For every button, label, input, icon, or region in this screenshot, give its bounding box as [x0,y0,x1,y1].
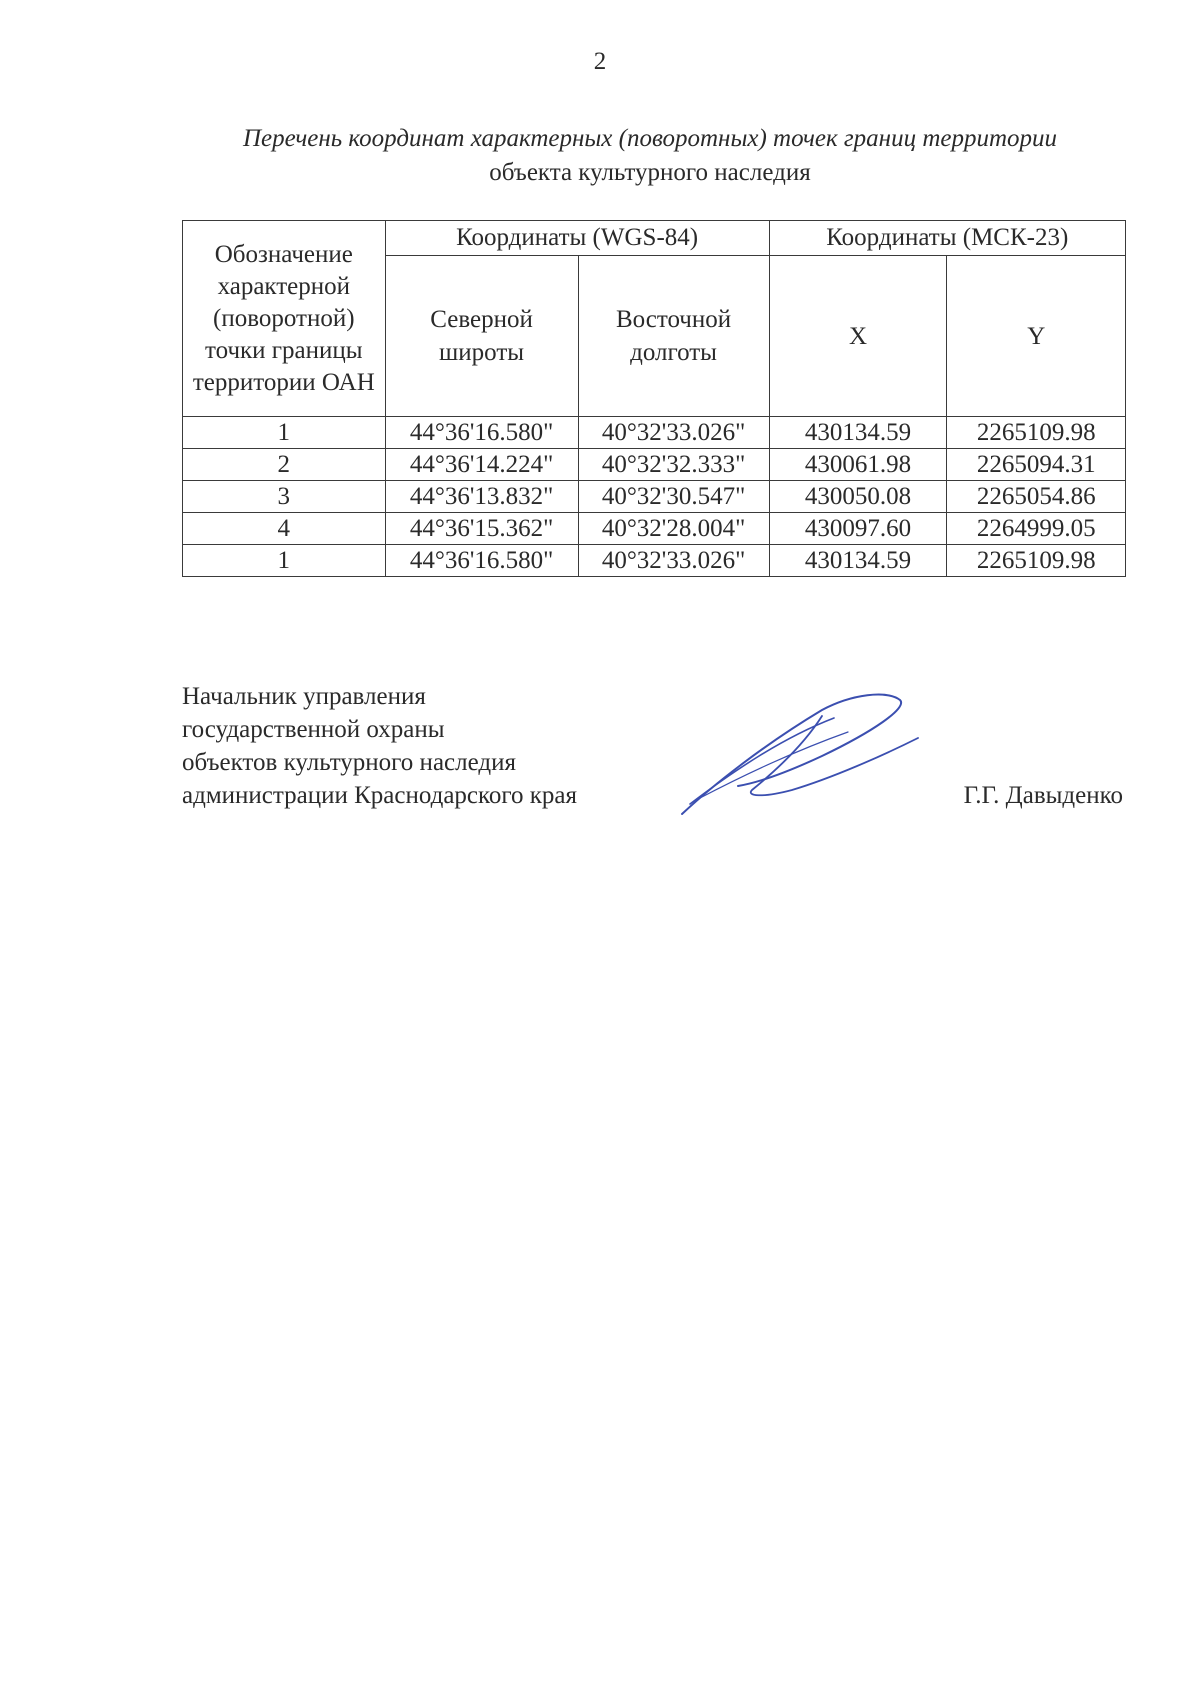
header-x: X [769,256,947,417]
signer-position [182,680,577,812]
header-msk23: Координаты (МСК-23) [769,221,1125,256]
cell-latitude: 44°36'16.580" [385,545,578,577]
cell-x: 430097.60 [769,513,947,545]
cell-latitude: 44°36'15.362" [385,513,578,545]
cell-latitude: 44°36'16.580" [385,417,578,449]
cell-point: 2 [183,449,386,481]
cell-longitude: 40°32'28.004" [578,513,769,545]
table-row [183,417,1126,449]
signature-stroke [751,716,918,795]
cell-x: 430134.59 [769,545,947,577]
table-row [183,545,1126,577]
cell-point: 1 [183,417,386,449]
table-row [183,513,1126,545]
header-y: Y [947,256,1126,417]
cell-latitude: 44°36'14.224" [385,449,578,481]
cell-longitude: 40°32'33.026" [578,545,769,577]
cell-point: 4 [183,513,386,545]
cell-longitude: 40°32'30.547" [578,481,769,513]
cell-longitude: 40°32'32.333" [578,449,769,481]
header-latitude: Северной широты [385,256,578,417]
cell-x: 430061.98 [769,449,947,481]
cell-y: 2264999.05 [947,513,1126,545]
cell-y: 2265054.86 [947,481,1126,513]
coordinates-table [182,220,1126,577]
header-designation: Обозначение характерной (поворотной) точки границы территории ОАН [183,221,386,417]
cell-point: 3 [183,481,386,513]
page-number: 2 [593,48,607,75]
cell-x: 430050.08 [769,481,947,513]
document-title [180,122,1120,190]
cell-y: 2265094.31 [947,449,1126,481]
cell-y: 2265109.98 [947,545,1126,577]
signature-strokes [682,695,918,814]
signer-position-line: объектов культурного наследия [182,749,516,776]
cell-x: 430134.59 [769,417,947,449]
header-wgs84: Координаты (WGS-84) [385,221,769,256]
title-line-1: Перечень координат характерных (поворотных) точек границ территории [242,125,1058,152]
cell-point: 1 [183,545,386,577]
signer-position-line: администрации Краснодарского края [182,782,578,809]
title-line-2: объекта культурного наследия [489,159,811,186]
header-longitude: Восточной долготы [578,256,769,417]
table-row [183,481,1126,513]
table-row [183,449,1126,481]
signer-position-line: Начальник управления [182,683,426,710]
cell-latitude: 44°36'13.832" [385,481,578,513]
signer-name: Г.Г. Давыденко [963,782,1123,809]
cell-longitude: 40°32'33.026" [578,417,769,449]
signer-position-line: государственной охраны [182,716,445,743]
cell-y: 2265109.98 [947,417,1126,449]
handwritten-signature [672,686,932,826]
